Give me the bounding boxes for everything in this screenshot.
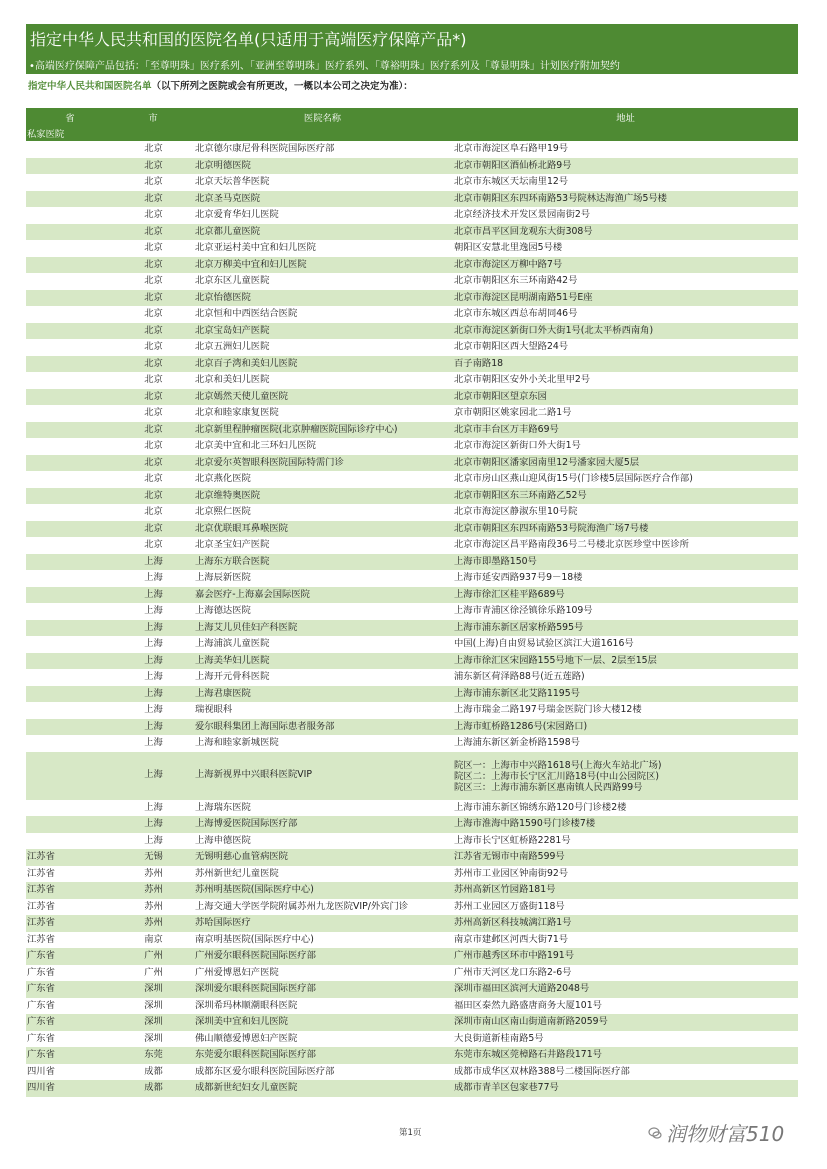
table-row — [26, 537, 798, 554]
address-cell: 百子南路18 — [453, 356, 798, 373]
city-cell: 成都 — [114, 1080, 192, 1097]
hospital-name-cell: 南京明基医院(国际医疗中心) — [195, 933, 314, 945]
city-cell: 北京 — [144, 440, 163, 451]
table-row — [26, 899, 798, 916]
city-cell: 北京 — [114, 455, 192, 472]
table-row — [26, 587, 798, 604]
city-cell: 上海 — [114, 554, 192, 571]
address-cell: 深圳市福田区滨河大道路2048号 — [453, 981, 798, 998]
address-cell: 上海市瑞金二路197号瑞金医院门诊大楼12楼 — [454, 704, 642, 715]
city-cell: 上海 — [144, 671, 163, 682]
address-cell: 成都市成华区双林路388号二楼国际医疗部 — [454, 1065, 630, 1077]
hospital-name-cell: 北京东区儿童医院 — [195, 275, 270, 286]
hospital-name-cell: 上海艾儿贝佳妇产科医院 — [192, 620, 453, 637]
city-cell: 北京 — [114, 158, 192, 175]
province-cell: 广东省 — [26, 948, 114, 965]
table-row — [26, 504, 798, 521]
hospital-name-cell: 北京五洲妇儿医院 — [195, 341, 270, 352]
address-cell: 北京经济技术开发区景园南街2号 — [454, 209, 591, 220]
page-number: 第1页 — [399, 1128, 422, 1138]
city-cell: 北京 — [144, 275, 163, 286]
table-row — [26, 521, 798, 538]
address-cell: 上海市徐汇区桂平路689号 — [453, 587, 798, 604]
table-row — [26, 174, 798, 191]
table-row — [26, 554, 798, 571]
province-cell — [26, 752, 114, 800]
address-cell: 上海市徐汇区宋园路155号地下一层、2层至15层 — [453, 653, 798, 670]
address-cell: 朝阳区安慧北里逸园5号楼 — [454, 242, 563, 253]
city-cell: 北京 — [114, 191, 192, 208]
city-cell: 苏州 — [114, 882, 192, 899]
city-cell: 广州 — [144, 966, 163, 978]
province-cell: 江苏省 — [27, 867, 55, 879]
table-row — [26, 224, 798, 241]
address-cell: 上海市延安西路937号9－18楼 — [454, 572, 583, 583]
address-cell: 苏州高新区科技城漓江路1号 — [453, 915, 798, 932]
address-cell: 东莞市东城区莞樟路石井路段171号 — [453, 1047, 798, 1064]
table-row — [26, 669, 798, 686]
table-body — [26, 141, 798, 1097]
address-cell: 深圳市南山区南山街道南新路2059号 — [453, 1014, 798, 1031]
wechat-icon — [648, 1126, 662, 1140]
city-cell: 广州 — [114, 948, 192, 965]
city-cell: 北京 — [144, 341, 163, 352]
hospital-name-cell: 苏州新世纪儿童医院 — [195, 867, 279, 879]
table-row — [26, 636, 798, 653]
hospital-name-cell: 上海东方联合医院 — [192, 554, 453, 571]
address-cell: 上海浦东新区新金桥路1598号 — [454, 737, 580, 748]
table-row — [26, 240, 798, 257]
city-cell: 苏州 — [144, 867, 163, 879]
province-cell — [26, 537, 114, 554]
province-cell: 广东省 — [27, 999, 55, 1011]
hospital-name-cell: 北京圣马克医院 — [192, 191, 453, 208]
hospital-name-cell: 苏州明基医院(国际医疗中心) — [192, 882, 453, 899]
table-row — [26, 752, 798, 800]
address-cell: 北京市海淀区静淑东里10号院 — [454, 506, 578, 517]
hospital-name-cell: 北京新里程肿瘤医院(北京肿瘤医院国际诊疗中心) — [192, 422, 453, 439]
address-cell: 北京市丰台区万丰路69号 — [453, 422, 798, 439]
table-row — [26, 455, 798, 472]
province-cell: 四川省 — [27, 1065, 55, 1077]
table-row — [26, 438, 798, 455]
hospital-name-cell: 广州爱尔眼科医院国际医疗部 — [192, 948, 453, 965]
province-cell — [26, 455, 114, 472]
province-cell — [26, 257, 114, 274]
table-row — [26, 1080, 798, 1097]
hospital-name-cell: 北京美中宜和北三环妇儿医院 — [195, 440, 316, 451]
address-cell: 北京市朝阳区酒仙桥北路9号 — [453, 158, 798, 175]
province-cell — [26, 669, 114, 686]
city-cell: 北京 — [114, 224, 192, 241]
address-cell: 北京市朝阳区安外小关北里甲2号 — [454, 374, 591, 385]
hospital-name-cell: 北京都儿童医院 — [192, 224, 453, 241]
hospital-name-cell: 北京天坛普华医院 — [195, 176, 270, 187]
intro-line — [28, 78, 413, 92]
province-cell — [26, 306, 114, 323]
table-row — [26, 422, 798, 439]
province-cell — [26, 702, 114, 719]
province-cell — [26, 521, 114, 538]
province-cell — [26, 372, 114, 389]
province-cell — [26, 438, 114, 455]
province-cell — [26, 339, 114, 356]
province-cell: 广东省 — [26, 981, 114, 998]
hospital-name-cell: 北京爱育华妇儿医院 — [195, 209, 279, 220]
city-cell: 北京 — [144, 539, 163, 550]
hospital-name-cell: 苏哈国际医疗 — [192, 915, 453, 932]
province-cell — [26, 405, 114, 422]
address-cell: 北京市朝阳区西大望路24号 — [454, 341, 569, 352]
city-cell: 苏州 — [144, 900, 163, 912]
hospital-name-cell: 北京优联眼耳鼻喉医院 — [192, 521, 453, 538]
hospital-name-cell: 北京熙仁医院 — [195, 506, 251, 517]
address-cell: 北京市房山区燕山迎风街15号(门诊楼5层国际医疗合作部) — [454, 473, 693, 484]
province-cell — [26, 735, 114, 752]
city-cell: 深圳 — [144, 1032, 163, 1044]
address-cell: 北京市朝阳区东三环南路42号 — [454, 275, 578, 286]
hospital-name-cell: 上海申德医院 — [195, 834, 251, 846]
hospital-name-cell: 瑞视眼科 — [195, 704, 233, 715]
province-cell — [26, 141, 114, 158]
city-cell: 深圳 — [144, 999, 163, 1011]
table-row — [26, 620, 798, 637]
hospital-table — [26, 108, 798, 1097]
hospital-name-cell: 成都新世纪妇女儿童医院 — [192, 1080, 453, 1097]
province-cell — [26, 174, 114, 191]
province-cell — [26, 422, 114, 439]
table-row — [26, 570, 798, 587]
table-row — [26, 965, 798, 982]
table-row — [26, 816, 798, 833]
city-cell: 北京 — [114, 389, 192, 406]
province-cell — [26, 471, 114, 488]
province-cell — [26, 356, 114, 373]
column-header-address: 地址 — [453, 108, 798, 125]
province-cell: 广东省 — [27, 1032, 55, 1044]
city-cell: 上海 — [144, 638, 163, 649]
city-cell: 南京 — [144, 933, 163, 945]
hospital-name-cell: 深圳希玛林顺潮眼科医院 — [195, 999, 298, 1011]
province-cell — [26, 290, 114, 307]
province-cell: 江苏省 — [26, 849, 114, 866]
hospital-name-cell: 上海美华妇儿医院 — [192, 653, 453, 670]
hospital-name-cell: 上海和睦家新城医院 — [195, 737, 279, 748]
province-cell — [26, 800, 114, 817]
address-cell: 北京市朝阳区东三环南路乙52号 — [453, 488, 798, 505]
address-cell: 上海市浦东新区北艾路1195号 — [453, 686, 798, 703]
hospital-name-cell: 北京亚运村美中宜和妇儿医院 — [195, 242, 316, 253]
hospital-name-cell: 北京嫣然天使儿童医院 — [192, 389, 453, 406]
province-cell — [26, 587, 114, 604]
address-cell: 福田区泰然九路盛唐商务大厦101号 — [454, 999, 602, 1011]
city-cell: 深圳 — [114, 1014, 192, 1031]
hospital-name-cell: 上海新视界中兴眼科医院VIP — [192, 752, 453, 800]
document-title: 指定中华人民共和国的医院名单(只适用于高端医疗保障产品*) — [30, 30, 467, 49]
city-cell: 上海 — [144, 834, 163, 846]
city-cell: 上海 — [144, 572, 163, 583]
table-row — [26, 339, 798, 356]
table-row — [26, 849, 798, 866]
city-cell: 上海 — [114, 653, 192, 670]
address-cell: 上海市青浦区徐泾镇徐乐路109号 — [454, 605, 593, 616]
address-cell: 南京市建邺区河西大街71号 — [454, 933, 569, 945]
hospital-name-cell: 北京圣宝妇产医院 — [195, 539, 270, 550]
address-cell: 江苏省无锡市中南路599号 — [453, 849, 798, 866]
address-cell: 北京市海淀区阜石路甲19号 — [454, 143, 569, 154]
address-cell: 北京市朝阳区东四环南路53号院海渔广场7号楼 — [453, 521, 798, 538]
hospital-name-cell: 上海交通大学医学院附属苏州九龙医院VIP/外宾门诊 — [195, 900, 409, 912]
address-cell: 浦东新区荷泽路88号(近五莲路) — [454, 671, 585, 682]
address-cell: 成都市青羊区包家巷77号 — [453, 1080, 798, 1097]
hospital-name-cell: 上海君康医院 — [192, 686, 453, 703]
table-row — [26, 833, 798, 850]
table-row — [26, 948, 798, 965]
hospital-name-cell: 东莞爱尔眼科医院国际医疗部 — [192, 1047, 453, 1064]
hospital-name-cell: 北京恒和中西医结合医院 — [195, 308, 298, 319]
table-row — [26, 207, 798, 224]
address-cell: 上海市浦东新区锦绣东路120号门诊楼2楼 — [454, 801, 627, 813]
city-cell: 上海 — [144, 605, 163, 616]
hospital-name-cell: 佛山顺德爱博恩妇产医院 — [195, 1032, 298, 1044]
table-row — [26, 158, 798, 175]
table-row — [26, 323, 798, 340]
table-row — [26, 915, 798, 932]
hospital-name-cell: 上海浦滨儿童医院 — [195, 638, 270, 649]
table-row — [26, 932, 798, 949]
table-row — [26, 702, 798, 719]
city-cell: 北京 — [114, 422, 192, 439]
address-cell: 上海市即墨路150号 — [453, 554, 798, 571]
table-row — [26, 471, 798, 488]
hospital-name-cell: 深圳爱尔眼科医院国际医疗部 — [192, 981, 453, 998]
city-cell: 北京 — [144, 374, 163, 385]
city-cell: 上海 — [114, 620, 192, 637]
city-cell: 北京 — [114, 521, 192, 538]
document-subtitle: •高端医疗保障产品包括：「至尊明珠」医疗系列、「亚洲至尊明珠」医疗系列、「尊裕明珠」医疗系列及「尊显明珠」计划医疗附加契约 — [29, 61, 620, 72]
city-cell: 深圳 — [114, 981, 192, 998]
city-cell: 北京 — [144, 308, 163, 319]
province-cell — [26, 323, 114, 340]
watermark-text: 润物财富510 — [666, 1122, 785, 1146]
city-cell: 北京 — [144, 176, 163, 187]
hospital-name-cell: 北京爱尔英智眼科医院国际特需门诊 — [192, 455, 453, 472]
address-cell: 北京市朝阳区东四环南路53号院林达海渔广场5号楼 — [453, 191, 798, 208]
address-cell: 中国(上海)自由贸易试验区滨江大道1616号 — [454, 638, 634, 649]
province-cell — [26, 636, 114, 653]
province-cell: 广东省 — [27, 966, 55, 978]
hospital-name-cell: 上海德达医院 — [195, 605, 251, 616]
hospital-name-cell: 成都东区爱尔眼科医院国际医疗部 — [195, 1065, 335, 1077]
hospital-name-cell: 北京百子湾和美妇儿医院 — [192, 356, 453, 373]
table-row — [26, 686, 798, 703]
table-row — [26, 1031, 798, 1048]
table-row — [26, 488, 798, 505]
address-cell: 广州市越秀区环市中路191号 — [453, 948, 798, 965]
table-row — [26, 800, 798, 817]
province-cell — [26, 816, 114, 833]
column-header-hospital: 医院名称 — [192, 108, 453, 125]
province-cell — [26, 620, 114, 637]
hospital-name-cell: 北京明德医院 — [192, 158, 453, 175]
table-row — [26, 1064, 798, 1081]
address-cell: 北京市东城区西总布胡同46号 — [454, 308, 578, 319]
address-cell: 北京市朝阳区望京东园 — [453, 389, 798, 406]
city-cell: 上海 — [114, 686, 192, 703]
city-cell: 北京 — [114, 290, 192, 307]
city-cell: 上海 — [144, 737, 163, 748]
address-cell: 北京市朝阳区潘家园南里12号潘家园大厦5层 — [453, 455, 798, 472]
table-row — [26, 1014, 798, 1031]
hospital-name-cell: 嘉会医疗-上海嘉会国际医院 — [192, 587, 453, 604]
watermark — [648, 1118, 784, 1147]
city-cell: 东莞 — [114, 1047, 192, 1064]
province-cell — [26, 686, 114, 703]
city-cell: 北京 — [144, 209, 163, 220]
city-cell: 上海 — [114, 816, 192, 833]
intro-label: 指定中华人民共和国医院名单 — [28, 81, 152, 92]
column-header-city: 市 — [114, 108, 192, 125]
province-cell: 四川省 — [26, 1080, 114, 1097]
address-cell: 苏州工业园区万盛街118号 — [454, 900, 565, 912]
city-cell: 北京 — [144, 143, 163, 154]
table-row — [26, 372, 798, 389]
province-cell — [26, 158, 114, 175]
hospital-name-cell: 北京燕化医院 — [195, 473, 251, 484]
table-row — [26, 735, 798, 752]
address-cell: 北京市海淀区新街口外大街1号 — [454, 440, 581, 451]
address-cell: 北京市海淀区昆明湖南路51号E座 — [453, 290, 798, 307]
city-cell: 成都 — [144, 1065, 163, 1077]
province-cell — [26, 554, 114, 571]
city-cell: 苏州 — [114, 915, 192, 932]
table-row — [26, 1047, 798, 1064]
city-cell: 北京 — [144, 473, 163, 484]
city-cell: 北京 — [144, 407, 163, 418]
province-cell — [26, 207, 114, 224]
province-cell — [26, 273, 114, 290]
section-row — [26, 125, 798, 141]
province-cell — [26, 504, 114, 521]
province-cell: 江苏省 — [26, 915, 114, 932]
section-label: 私家医院 — [26, 125, 798, 141]
province-cell: 江苏省 — [26, 882, 114, 899]
province-cell — [26, 488, 114, 505]
province-cell — [26, 224, 114, 241]
address-cell: 大良街道新桂南路5号 — [454, 1032, 544, 1044]
city-cell: 上海 — [114, 587, 192, 604]
hospital-name-cell: 上海开元骨科医院 — [195, 671, 270, 682]
table-row — [26, 257, 798, 274]
province-cell — [26, 603, 114, 620]
address-cell: 北京市海淀区万柳中路7号 — [453, 257, 798, 274]
province-cell — [26, 719, 114, 736]
intro-note: （以下所列之医院或会有所更改，一概以本公司之决定为准）： — [151, 81, 413, 92]
city-cell: 北京 — [144, 506, 163, 517]
city-cell: 上海 — [114, 719, 192, 736]
table-row — [26, 603, 798, 620]
address-cell: 广州市天河区龙口东路2-6号 — [454, 966, 572, 978]
province-cell — [26, 653, 114, 670]
address-cell: 上海市虹桥路1286号(宋园路口) — [453, 719, 798, 736]
table-row — [26, 719, 798, 736]
address-cell: 北京市海淀区昌平路南段36号二号楼北京医珍堂中医诊所 — [454, 539, 689, 550]
column-header-province: 省 — [26, 108, 114, 125]
hospital-name-cell: 北京宝岛妇产医院 — [192, 323, 453, 340]
table-row — [26, 981, 798, 998]
province-cell: 江苏省 — [27, 933, 55, 945]
hospital-name-cell: 北京万柳美中宜和妇儿医院 — [192, 257, 453, 274]
address-cell: 苏州高新区竹园路181号 — [453, 882, 798, 899]
address-cell: 上海市长宁区虹桥路2281号 — [454, 834, 571, 846]
province-cell — [26, 833, 114, 850]
table-row — [26, 290, 798, 307]
table-row — [26, 389, 798, 406]
hospital-name-cell: 北京怡德医院 — [192, 290, 453, 307]
hospital-name-cell: 爱尔眼科集团上海国际患者服务部 — [192, 719, 453, 736]
province-cell: 江苏省 — [27, 900, 55, 912]
city-cell: 北京 — [114, 323, 192, 340]
table-row — [26, 273, 798, 290]
address-cell: 北京市昌平区回龙观东大街308号 — [453, 224, 798, 241]
address-cell: 北京市海淀区新街口外大街1号(北太平桥西南角) — [453, 323, 798, 340]
table-row — [26, 356, 798, 373]
address-cell: 院区一：上海市中兴路1618号(上海火车站北广场) 院区二：上海市长宁区汇川路18号(中山公园院区) 院区三：上海市浦东新区惠南镇人民西路99号 — [453, 752, 798, 800]
city-cell: 北京 — [114, 356, 192, 373]
city-cell: 上海 — [114, 752, 192, 800]
table-row — [26, 653, 798, 670]
province-cell: 广东省 — [26, 1014, 114, 1031]
table-row — [26, 866, 798, 883]
hospital-name-cell: 北京维特奥医院 — [192, 488, 453, 505]
hospital-name-cell: 上海辰新医院 — [195, 572, 251, 583]
table-row — [26, 998, 798, 1015]
table-header-row — [26, 108, 798, 125]
hospital-name-cell: 广州爱博恩妇产医院 — [195, 966, 279, 978]
hospital-name-cell: 北京德尔康尼骨科医院国际医疗部 — [195, 143, 335, 154]
hospital-name-cell: 北京和睦家康复医院 — [195, 407, 279, 418]
table-row — [26, 405, 798, 422]
hospital-name-cell: 上海瑞东医院 — [195, 801, 251, 813]
table-row — [26, 306, 798, 323]
province-cell — [26, 191, 114, 208]
address-cell: 苏州市工业园区钟南街92号 — [454, 867, 569, 879]
city-cell: 上海 — [144, 801, 163, 813]
city-cell: 上海 — [144, 704, 163, 715]
province-cell — [26, 389, 114, 406]
province-cell — [26, 570, 114, 587]
city-cell: 无锡 — [114, 849, 192, 866]
table-row — [26, 191, 798, 208]
address-cell: 京市朝阳区姚家园北二路1号 — [454, 407, 572, 418]
address-cell: 上海市浦东新区居家桥路595号 — [453, 620, 798, 637]
hospital-name-cell: 深圳美中宜和妇儿医院 — [192, 1014, 453, 1031]
table-row — [26, 882, 798, 899]
hospital-name-cell: 上海博爱医院国际医疗部 — [192, 816, 453, 833]
address-cell: 北京市东城区天坛南里12号 — [454, 176, 569, 187]
province-cell: 广东省 — [26, 1047, 114, 1064]
city-cell: 北京 — [144, 242, 163, 253]
city-cell: 北京 — [114, 488, 192, 505]
table-row — [26, 141, 798, 158]
header-band — [26, 24, 798, 74]
city-cell: 北京 — [114, 257, 192, 274]
hospital-name-cell: 北京和美妇儿医院 — [195, 374, 270, 385]
hospital-name-cell: 无锡明慈心血管病医院 — [192, 849, 453, 866]
address-cell: 上海市淮海中路1590号门诊楼7楼 — [453, 816, 798, 833]
province-cell — [26, 240, 114, 257]
